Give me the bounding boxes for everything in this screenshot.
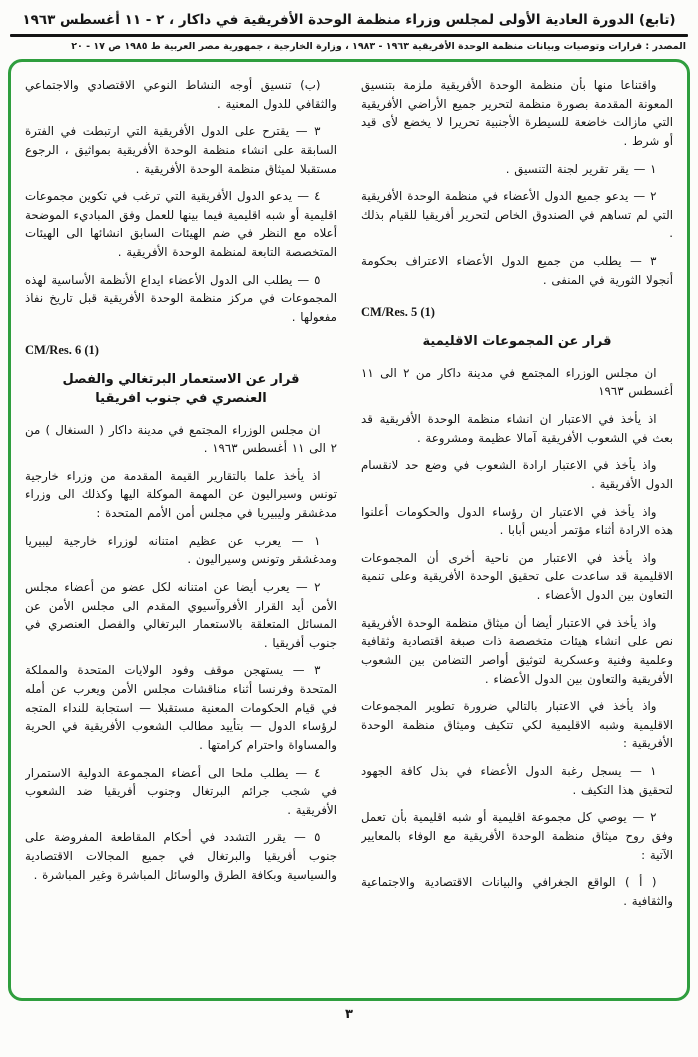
page-title: (تابع) الدورة العادية الأولى لمجلس وزراء منظمة الوحدة الأفريقية في داكار ، ٢ - ١١ أغسطس ١٩٦٣ <box>22 12 676 28</box>
paragraph: اذ يأخذ علما بالتقارير القيمة المقدمة من وزراء خارجية تونس وسيراليون عن المهمة الموكلة اليها وكذلك الى وزراء مدغشقر وليبيريا في مجلس أمن الأمم المتحدة : <box>25 468 337 520</box>
header-divider <box>10 34 688 37</box>
paragraph: واذ يأخذ في الاعتبار ان رؤساء الدول والحكومات أعلنوا هذه الارادة أثناء مؤتمر أديس أبابا . <box>361 504 673 538</box>
resolution-code-6: CM/Res. 6 (1) <box>25 342 99 357</box>
paragraph: ان مجلس الوزراء المجتمع في مدينة داكار من ٢ الى ١١ أغسطس ١٩٦٣ <box>361 365 673 399</box>
content-border-box <box>8 59 690 1001</box>
paragraph: واذ يأخذ في الاعتبار أيضا أن ميثاق منظمة الوحدة الأفريقية نص على انشاء هيئات متخصصة ذات صبغة اقتصادية وثقافية وعلمية وفنية وعسكرية لتوثيق أواصر التضامن بين الشعوب الأفريقية والتعاون بين الدول الأعضاء . <box>361 615 673 686</box>
list-item: ١ — يقر تقرير لجنة التنسيق . <box>505 161 657 176</box>
list-item: ٢ — يدعو جميع الدول الأعضاء في منظمة الوحدة الأفريقية التي لم تساهم في الصندوق الخاص لتحرير أفريقيا للقيام بذلك . <box>361 189 673 241</box>
list-item: ٤ — يطلب ملحا الى أعضاء المجموعة الدولية الاستمرار في شجب جرائم البرتغال وجنوب أفريقيا ضد الشعوب الأفريقية . <box>25 765 337 817</box>
list-item: ٥ — يقرر التشدد في أحكام المقاطعة المفروضة على جنوب أفريقيا والبرتغال في جميع المجالات الاقتصادية والسياسية وبكافة الطرق والوسائل المباشرة وغير المباشرة . <box>25 830 337 882</box>
paragraph: اذ يأخذ في الاعتبار ان انشاء منظمة الوحدة الأفريقية قد بعث في الشعوب الأفريقية آمالا عظيمة ومشروعة . <box>361 412 673 445</box>
paragraph: واذ يأخذ في الاعتبار من ناحية أخرى أن المجموعات الاقليمية قد ساعدت على تحقيق الوحدة الأفريقية وعلى تنمية التعاون بين الدول الأعضاء . <box>361 550 673 602</box>
list-item: ٢ — يعرب أيضا عن امتنانه لكل عضو من أعضاء مجلس الأمن أيد القرار الأفروآسيوي المقدم الى مجلس الأمن عن المسائل المتعلقة بالاستعمار البرتغالي والفصل العنصري في جنوب أفريقيا . <box>25 579 337 650</box>
column-right <box>361 76 673 988</box>
source-line: المصدر : قرارات وتوصيات وبيانات منظمة الوحدة الأفريقية ١٩٦٣ - ١٩٨٣ ، وزارة الخارجية ، جمهورية مصر العربية ط ١٩٨٥ ص ١٧ - ٢٠ <box>71 41 686 52</box>
list-item: ١ — يعرب عن عظيم امتنانه لوزراء خارجية ليبيريا ومدغشقر وتونس وسيراليون . <box>25 533 337 567</box>
paragraph: واقتناعا منها بأن منظمة الوحدة الأفريقية ملزمة بتنسيق المعونة المقدمة بصورة منظمة لتحرير جميع الأراضي الأفريقية التي مازالت خاضعة للسيطرة الأجنبية تحريرا لا يخضع لأى قيد أو شرط . <box>361 78 673 148</box>
list-item: ٣ — يقترح على الدول الأفريقية التي ارتبطت في الفترة السابقة على انشاء منظمة الوحدة الأفريقية بمواثيق ، الرجوع مستقبلا لميثاق منظمة الوحدة الأفريقية . <box>25 124 337 176</box>
page-number: ٣ <box>345 1007 353 1022</box>
paragraph: واذ يأخذ في الاعتبار ارادة الشعوب في وضع حد لانقسام الدول الأفريقية . <box>361 458 673 491</box>
list-item: ٣ — يطلب من جميع الدول الأعضاء الاعتراف بحكومة أنجولا الثورية في المنفى . <box>361 254 673 287</box>
list-item: ( أ ) الواقع الجغرافي والبيانات الاقتصادية والاجتماعية والثقافية . <box>361 875 673 908</box>
resolution-title-6: قرار عن الاستعمار البرتغالي والفصل العنصري في جنوب افريقيا <box>62 371 300 406</box>
paragraph: واذ يأخذ في الاعتبار بالتالي ضرورة تطوير المجموعات الاقليمية وشبه الاقليمية لكي تتكيف وميثاق منظمة الوحدة الأفريقية : <box>361 699 673 751</box>
list-item: ١ — يسجل رغبة الدول الأعضاء في بذل كافة الجهود لتحقيق هذا التكيف . <box>361 764 673 797</box>
list-item: (ب) تنسيق أوجه النشاط النوعي الاقتصادي والاجتماعي والثقافي للدول المعنية . <box>25 78 337 111</box>
list-item: ٣ — يستهجن موقف وفود الولايات المتحدة والمملكة المتحدة وفرنسا أثناء مناقشات مجلس الأمن ويعرب عن أمله في قيام الحكومات المعنية مستقبلا — استجابة للنداء المتجه لرؤساء الدول — بتأييد مطالب الشعوب الأفريقية في الحرية والمساواة واحترام كرامتها . <box>25 663 337 752</box>
resolution-title-5: قرار عن المجموعات الاقليمية <box>422 334 612 350</box>
paragraph: ان مجلس الوزراء المجتمع في مدينة داكار ( السنغال ) من ٢ الى ١١ أغسطس ١٩٦٣ . <box>25 422 337 456</box>
resolution-code-5: CM/Res. 5 (1) <box>361 305 435 320</box>
column-left <box>25 76 337 988</box>
list-item: ٢ — يوصي كل مجموعة اقليمية أو شبه اقليمية بأن تعمل وفق روح ميثاق منظمة الوحدة الأفريقية مع الوفاء بالمعايير الآتية : <box>361 810 673 862</box>
list-item: ٤ — يدعو الدول الأفريقية التي ترغب في تكوين مجموعات اقليمية أو شبه اقليمية فيما بينها للعمل وفق المباديء الموضحة أعلاه مع النظر في ضم الهيئات السابق انشائها الى الهيئات المتخصصة التابعة لمنظمة الوحدة الأفريقية . <box>25 189 337 259</box>
list-item: ٥ — يطلب الى الدول الأعضاء ايداع الأنظمة الأساسية لهذه المجموعات في مركز منظمة الوحدة الأفريقية قبل تاريخ نفاذ مفعولها . <box>25 272 337 324</box>
